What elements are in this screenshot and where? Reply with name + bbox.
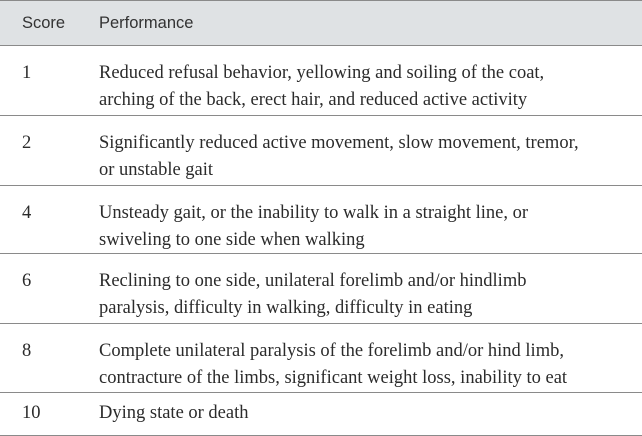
table-row <box>0 393 642 436</box>
row-score: 2 <box>22 133 32 153</box>
row-score: 10 <box>22 403 41 423</box>
row-score: 6 <box>22 271 32 291</box>
table-row <box>0 324 642 393</box>
row-performance <box>99 268 526 322</box>
table-row <box>0 116 642 186</box>
row-performance <box>99 60 544 114</box>
performance-line: Complete unilateral paralysis of the forelimb and/or hind limb, <box>99 341 564 361</box>
performance-line: Unsteady gait, or the inability to walk in a straight line, or <box>99 203 529 223</box>
performance-line: Reclining to one side, unilateral forelimb and/or hindlimb <box>99 271 527 291</box>
row-performance <box>99 338 567 392</box>
table-row <box>0 186 642 254</box>
performance-line: Significantly reduced active movement, slow movement, tremor, <box>99 133 579 153</box>
row-performance <box>99 130 579 184</box>
row-performance <box>99 400 249 427</box>
row-score: 1 <box>22 63 32 83</box>
table-row <box>0 254 642 324</box>
table-header <box>0 0 642 46</box>
performance-line: swiveling to one side when walking <box>99 230 365 250</box>
performance-line: Dying state or death <box>99 403 249 423</box>
header-score: Score <box>22 14 66 32</box>
performance-line: or unstable gait <box>99 160 214 180</box>
performance-line: Reduced refusal behavior, yellowing and soiling of the coat, <box>99 63 545 83</box>
performance-line: arching of the back, erect hair, and reduced active activity <box>99 90 528 110</box>
performance-line: contracture of the limbs, significant weight loss, inability to eat <box>99 368 568 388</box>
row-performance <box>99 200 528 254</box>
row-score: 4 <box>22 203 32 223</box>
table-row <box>0 46 642 116</box>
header-performance: Performance <box>99 14 194 32</box>
performance-line: paralysis, difficulty in walking, difficulty in eating <box>99 298 473 318</box>
row-score: 8 <box>22 341 32 361</box>
